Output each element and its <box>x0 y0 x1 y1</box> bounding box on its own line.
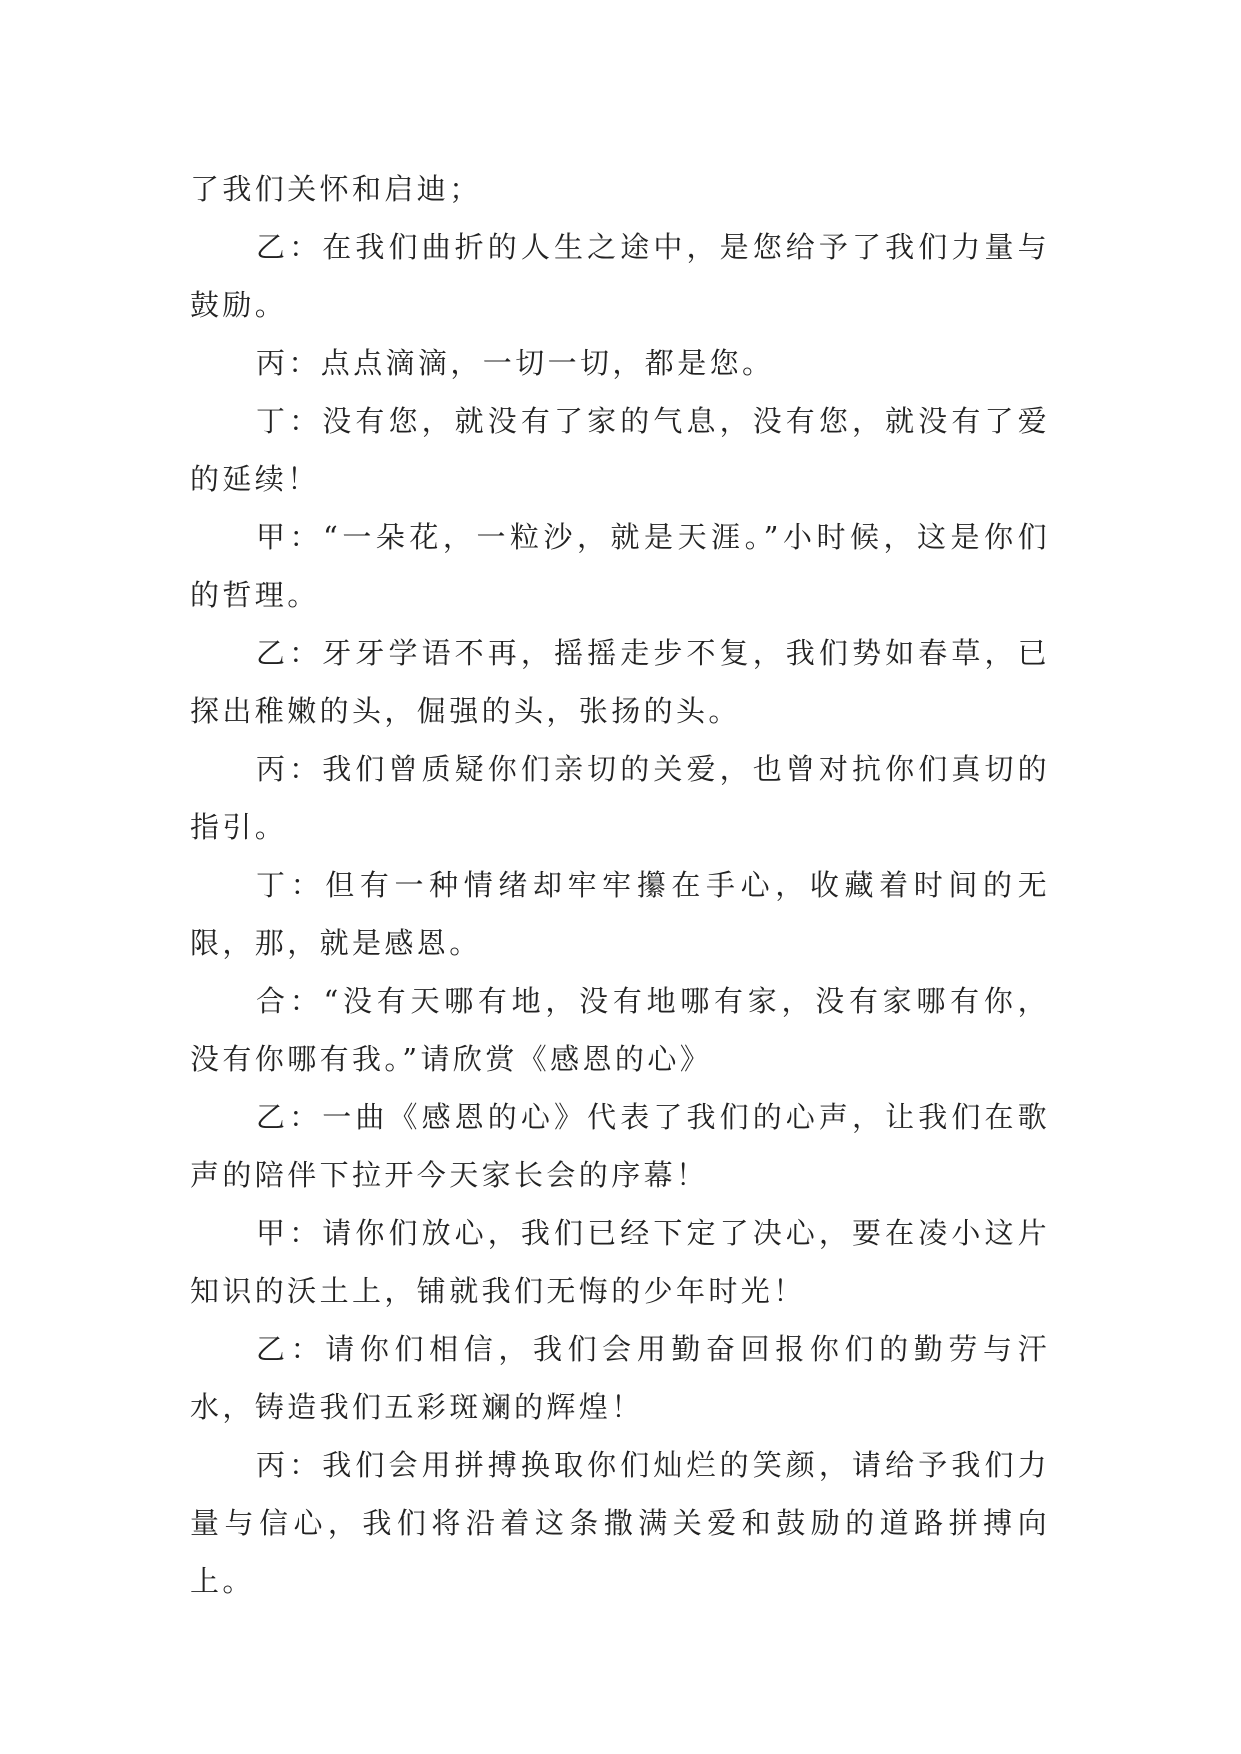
document-body <box>190 160 1050 1610</box>
paragraph: 乙：一曲《感恩的心》代表了我们的心声，让我们在歌声的陪伴下拉开今天家长会的序幕！ <box>190 1100 1050 1192</box>
paragraph: 丁：但有一种情绪却牢牢攥在手心，收藏着时间的无限，那，就是感恩。 <box>190 868 1050 960</box>
paragraph: 丁：没有您，就没有了家的气息，没有您，就没有了爱的延续！ <box>190 404 1050 496</box>
paragraph: 合：“没有天哪有地，没有地哪有家，没有家哪有你，没有你哪有我。”请欣赏《感恩的心》 <box>190 984 1050 1076</box>
paragraph: 了我们关怀和启迪； <box>190 172 482 206</box>
paragraph: 甲：请你们放心，我们已经下定了决心，要在凌小这片知识的沃土上，铺就我们无悔的少年时光！ <box>190 1216 1050 1308</box>
paragraph: 乙：请你们相信，我们会用勤奋回报你们的勤劳与汗水，铸造我们五彩斑斓的辉煌！ <box>190 1332 1050 1424</box>
paragraph: 丙：我们曾质疑你们亲切的关爱，也曾对抗你们真切的指引。 <box>190 752 1050 844</box>
paragraph: 乙：在我们曲折的人生之途中，是您给予了我们力量与鼓励。 <box>190 230 1050 322</box>
paragraph: 丙：我们会用拼搏换取你们灿烂的笑颜，请给予我们力量与信心，我们将沿着这条撒满关爱和鼓励的道路拼搏向上。 <box>190 1448 1050 1598</box>
paragraph: 甲：“一朵花，一粒沙，就是天涯。”小时候，这是你们的哲理。 <box>190 520 1050 612</box>
paragraph: 丙：点点滴滴，一切一切，都是您。 <box>256 346 775 380</box>
paragraph: 乙：牙牙学语不再，摇摇走步不复，我们势如春草，已探出稚嫩的头，倔强的头，张扬的头。 <box>190 636 1050 728</box>
